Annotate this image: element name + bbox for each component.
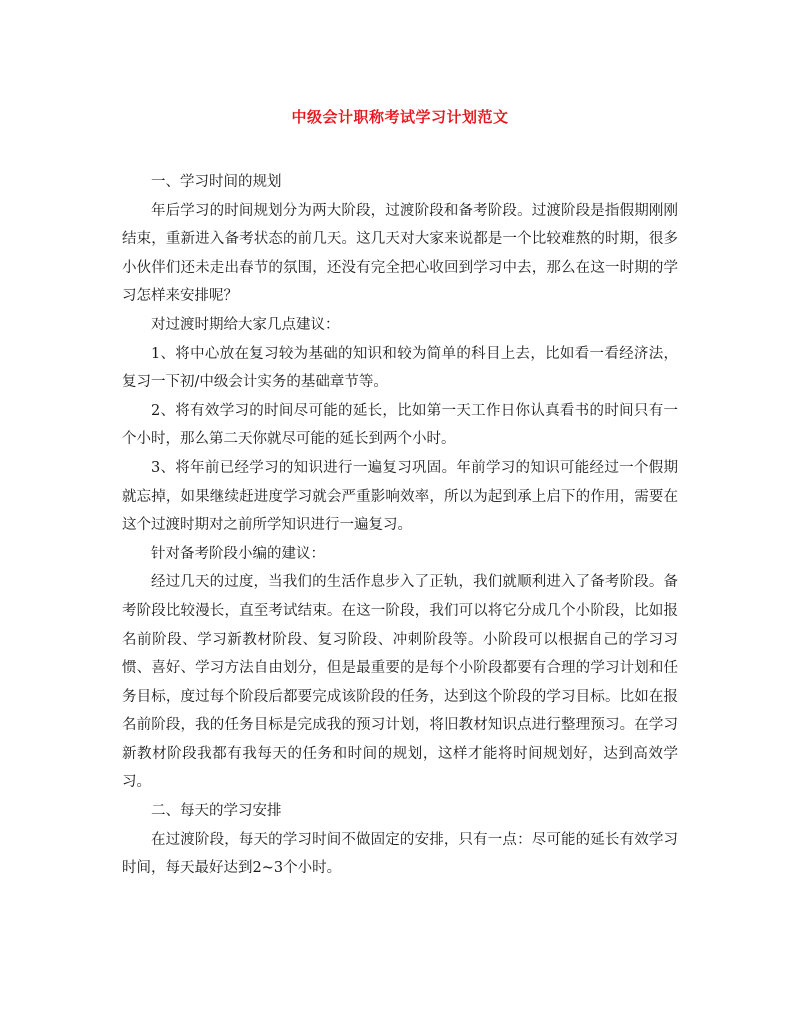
document-title: 中级会计职称考试学习计划范文	[291, 108, 509, 126]
paragraph-prep-stage: 经过几天的过度，当我们的生活作息步入了正轨，我们就顺利进入了备考阶段。备考阶段比较漫长，直至考试结束。在这一阶段，我们可以将它分成几个小阶段，比如报名前阶段、学习新教材阶段、复习阶段、冲刺阶段等。小阶段可以根据自己的学习习惯、喜好、学习方法自由划分，但是最重要的是每个小阶段都要有合理的学习计划和任务目标，度过每个阶段后都要完成该阶段的任务，达到这个阶段的学习目标。比如在报名前阶段，我的任务目标是完成我的预习计划，将旧教材知识点进行整理预习。在学习新教材阶段我都有我每天的任务和时间的规划，这样才能将时间规划好，达到高效学习。	[122, 574, 678, 791]
list-item-advice-3: 3、将年前已经学习的知识进行一遍复习巩固。年前学习的知识可能经过一个假期就忘掉，如果继续赶进度学习就会严重影响效率，所以为起到承上启下的作用，需要在这个过渡时期对之前所学知识进行一遍复习。	[122, 459, 678, 534]
heading-daily-schedule: 二、每天的学习安排	[151, 803, 282, 820]
paragraph-daily-schedule: 在过渡阶段，每天的学习时间不做固定的安排，只有一点：尽可能的延长有效学习时间，每天最好达到2~3个小时。	[122, 831, 678, 877]
paragraph-transition-advice-lead: 对过渡时期给大家几点建议：	[151, 316, 340, 333]
paragraph-prep-advice-lead: 针对备考阶段小编的建议：	[151, 545, 325, 562]
list-item-advice-2: 2、将有效学习的时间尽可能的延长，比如第一天工作日你认真看书的时间只有一个小时，那么第二天你就尽可能的延长到两个小时。	[122, 402, 678, 448]
list-item-advice-1: 1、将中心放在复习较为基础的知识和较为简单的科目上去，比如看一看经济法，复习一下初/中级会计实务的基础章节等。	[122, 345, 678, 391]
document-body	[122, 168, 678, 883]
paragraph-time-plan-intro: 年后学习的时间规划分为两大阶段，过渡阶段和备考阶段。过渡阶段是指假期刚刚结束，重新进入备考状态的前几天。这几天对大家来说都是一个比较难熬的时期，很多小伙伴们还未走出春节的氛围，还没有完全把心收回到学习中去，那么在这一时期的学习怎样来安排呢？	[122, 202, 678, 305]
heading-study-time-plan: 一、学习时间的规划	[151, 174, 282, 190]
